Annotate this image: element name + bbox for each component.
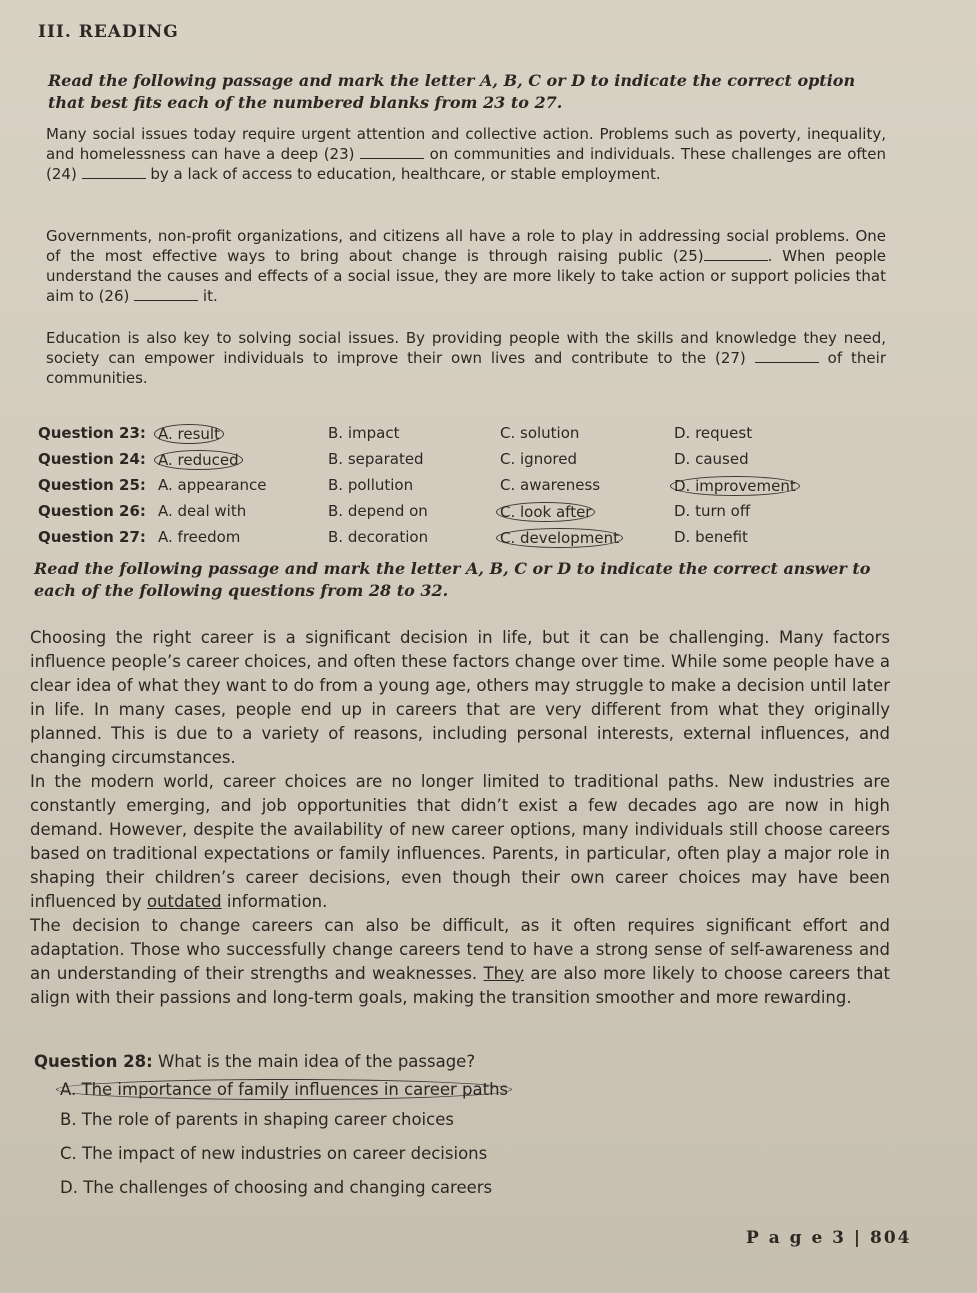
option-24-d[interactable]: D. caused [674,450,749,468]
underlined-word-they: They [483,964,524,983]
passage2-paragraph2: In the modern world, career choices are no longer limited to traditional paths. New industries are constantly emerging, and job opportunities that didn’t exist a few decades ago are now in high demand. However, despite the availability of new career options, many individuals still choose careers based on traditional expectations or family influences. Parents, in particular, often play a major role in shaping their children’s career decisions, even though their own career choices may have been influenced by outdated information. [30,772,890,911]
option-23-d[interactable]: D. request [674,424,753,442]
passage1-paragraph1: Many social issues today require urgent attention and collective action. Problems such as poverty, inequality, and homelessness can have a deep (23) on communities and individuals. These challenges are often (24) by a lack of access to education, healthcare, or stable employment. [46,125,886,183]
question-26-row: Question 26: A. deal with B. depend on C. look after D. turn off [38,502,751,521]
option-24-a[interactable]: A. reduced [154,450,243,470]
instruction-part1: Read the following passage and mark the letter A, B, C or D to indicate the correct option that best fits each of the numbered blanks from 23 to 27. [48,71,856,112]
option-26-c[interactable]: C. look after [496,502,595,522]
option-23-a[interactable]: A. result [154,424,224,444]
option-25-d[interactable]: D. improvement [670,476,800,496]
section-heading: III. READING [38,22,179,42]
option-24-c[interactable]: C. ignored [500,450,577,468]
option-25-c[interactable]: C. awareness [500,476,601,494]
question-25-row: Question 25: A. appearance B. pollution C. awareness D. improvement [38,476,898,498]
option-28-a[interactable]: A. The importance of family influences in career paths [60,1080,512,1099]
blank-24[interactable] [82,166,146,179]
underlined-word-outdated: outdated [146,892,222,911]
blank-27[interactable] [755,350,819,363]
instruction-part2: Read the following passage and mark the letter A, B, C or D to indicate the correct answer to each of the following questions from 28 to 32. [34,559,871,600]
option-27-a[interactable]: A. freedom [158,528,241,546]
option-27-b[interactable]: B. decoration [328,528,429,546]
option-26-d[interactable]: D. turn off [674,502,751,520]
option-28-b[interactable]: B. The role of parents in shaping career choices [60,1110,454,1129]
passage2-paragraph3: The decision to change careers can also be difficult, as it often requires significant effort and adaptation. Those who successfully change careers tend to have a strong sense of self-awareness and an understanding of their strengths and weaknesses. They are also more likely to choose careers that align with their passions and long-term goals, making the transition smoother and more rewarding. [30,916,890,1007]
question-28-stem: Question 28: What is the main idea of the passage? [34,1052,476,1071]
option-23-c[interactable]: C. solution [500,424,580,442]
option-27-c[interactable]: C. development [496,528,623,548]
blank-23[interactable] [360,146,424,159]
question-24-row: Question 24: A. reduced B. separated C. ignored D. caused [38,450,749,469]
page-number: P a g e 3 | 804 [746,1228,912,1248]
option-28-d[interactable]: D. The challenges of choosing and changing careers [60,1178,493,1197]
option-23-b[interactable]: B. impact [328,424,400,442]
passage2-paragraph1: Choosing the right career is a significant decision in life, but it can be challenging. Many factors influence people’s career choices, and often these factors change over time. While some people have a clear idea of what they want to do from a young age, others may struggle to make a decision until later in life. In many cases, people end up in careers that are very different from what they originally planned. This is due to a variety of reasons, including personal interests, external influences, and changing circumstances. [30,628,890,767]
question-27-row: Question 27: A. freedom B. decoration C. development D. benefit [38,528,748,547]
passage1-paragraph3: Education is also key to solving social issues. By providing people with the skills and knowledge they need, society can empower individuals to improve their own lives and contribute to the (27) of their communities. [46,329,886,387]
option-28-c[interactable]: C. The impact of new industries on career decisions [60,1144,488,1163]
option-26-a[interactable]: A. deal with [158,502,247,520]
blank-25[interactable] [704,248,768,261]
option-24-b[interactable]: B. separated [328,450,424,468]
question-23-row: Question 23: A. result B. impact C. solution D. request [38,424,753,443]
option-27-d[interactable]: D. benefit [674,528,748,546]
option-25-a[interactable]: A. appearance [158,476,267,494]
passage1-paragraph2: Governments, non-profit organizations, and citizens all have a role to play in addressing social problems. One of the most effective ways to bring about change is through raising public (25) . When people understand the causes and effects of a social issue, they are more likely to take action or support policies that aim to (26) it. [46,227,886,305]
option-26-b[interactable]: B. depend on [328,502,428,520]
option-25-b[interactable]: B. pollution [328,476,414,494]
blank-26[interactable] [134,288,198,301]
